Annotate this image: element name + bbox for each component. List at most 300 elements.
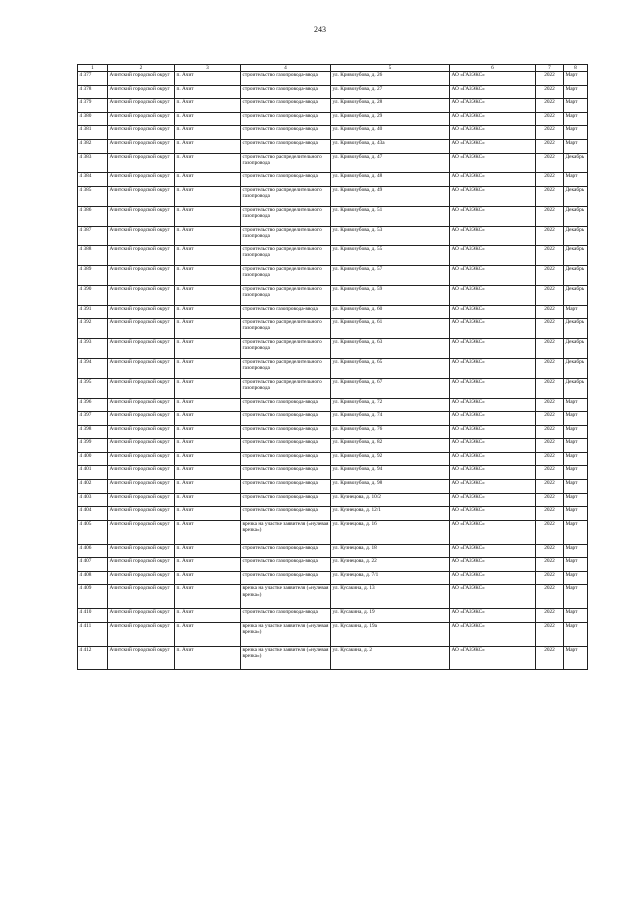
district-cell: Ачитский городской округ [108,571,175,585]
year-cell: 2022 [536,544,564,558]
organization-cell: АО «ГАЗЭКС» [450,186,536,206]
organization-cell: АО «ГАЗЭКС» [450,466,536,480]
row-number: 4 393 [78,339,108,359]
month-cell: Март [564,439,588,453]
organization-cell: АО «ГАЗЭКС» [450,126,536,140]
month-cell: Март [564,544,588,558]
work-type-cell: строительство распределительного газопровода [241,339,331,359]
table-row [78,571,588,585]
work-type-cell: строительство распределительного газопровода [241,153,331,173]
organization-cell: АО «ГАЗЭКС» [450,246,536,266]
address-cell: ул. Кусакина, д. 2 [331,646,450,670]
month-cell: Март [564,520,588,544]
month-cell: Март [564,305,588,319]
month-cell: Декабрь [564,339,588,359]
month-cell: Март [564,571,588,585]
year-cell: 2022 [536,99,564,113]
address-cell: ул. Кузнецова, д. 7/1 [331,571,450,585]
locality-cell: п. Ачит [175,186,241,206]
work-type-cell: строительство газопровода-ввода [241,493,331,507]
table-row [78,153,588,173]
work-type-cell: строительство газопровода-ввода [241,439,331,453]
work-type-cell: строительство распределительного газопровода [241,206,331,226]
month-cell: Март [564,558,588,572]
district-cell: Ачитский городской округ [108,558,175,572]
organization-cell: АО «ГАЗЭКС» [450,412,536,426]
address-cell: ул. Кривозубова, д. 82 [331,439,450,453]
address-cell: ул. Кривозубова, д. 61 [331,319,450,339]
row-number: 4 394 [78,358,108,378]
address-cell: ул. Кривозубова, д. 98 [331,480,450,494]
address-cell: ул. Кусакина, д. 19а [331,622,450,646]
year-cell: 2022 [536,378,564,398]
organization-cell: АО «ГАЗЭКС» [450,72,536,86]
month-cell: Декабрь [564,358,588,378]
locality-cell: п. Ачит [175,378,241,398]
district-cell: Ачитский городской округ [108,507,175,521]
column-number-6: 6 [450,65,536,72]
month-cell: Март [564,126,588,140]
organization-cell: АО «ГАЗЭКС» [450,609,536,623]
address-cell: ул. Кривозубова, д. 92 [331,452,450,466]
work-type-cell: строительство газопровода-ввода [241,452,331,466]
row-number: 4 385 [78,186,108,206]
organization-cell: АО «ГАЗЭКС» [450,206,536,226]
year-cell: 2022 [536,266,564,286]
address-cell: ул. Кузнецова, д. 18 [331,544,450,558]
month-cell: Март [564,85,588,99]
table-row [78,558,588,572]
locality-cell: п. Ачит [175,85,241,99]
locality-cell: п. Ачит [175,439,241,453]
organization-cell: АО «ГАЗЭКС» [450,520,536,544]
table-row [78,439,588,453]
work-type-cell: строительство газопровода-ввода [241,544,331,558]
address-cell: ул. Кривозубова, д. 29 [331,112,450,126]
year-cell: 2022 [536,85,564,99]
address-cell: ул. Кривозубова, д. 43а [331,139,450,153]
month-cell: Март [564,398,588,412]
district-cell: Ачитский городской округ [108,85,175,99]
month-cell: Март [564,585,588,609]
month-cell: Март [564,493,588,507]
year-cell: 2022 [536,246,564,266]
district-cell: Ачитский городской округ [108,99,175,113]
organization-cell: АО «ГАЗЭКС» [450,558,536,572]
month-cell: Март [564,139,588,153]
page-number: 243 [314,25,326,34]
work-type-cell: строительство газопровода-ввода [241,571,331,585]
work-type-cell: строительство газопровода-ввода [241,412,331,426]
organization-cell: АО «ГАЗЭКС» [450,339,536,359]
row-number: 4 380 [78,112,108,126]
work-type-cell: строительство газопровода-ввода [241,126,331,140]
work-type-cell: строительство газопровода-ввода [241,480,331,494]
year-cell: 2022 [536,520,564,544]
work-type-cell: строительство распределительного газопровода [241,285,331,305]
work-type-cell: строительство распределительного газопровода [241,266,331,286]
organization-cell: АО «ГАЗЭКС» [450,585,536,609]
locality-cell: п. Ачит [175,622,241,646]
year-cell: 2022 [536,112,564,126]
locality-cell: п. Ачит [175,412,241,426]
work-type-cell: строительство распределительного газопровода [241,319,331,339]
organization-cell: АО «ГАЗЭКС» [450,285,536,305]
table-row [78,466,588,480]
row-number: 4 377 [78,72,108,86]
district-cell: Ачитский городской округ [108,206,175,226]
month-cell: Март [564,480,588,494]
row-number: 4 397 [78,412,108,426]
year-cell: 2022 [536,425,564,439]
month-cell: Март [564,99,588,113]
table-row [78,139,588,153]
month-cell: Декабрь [564,186,588,206]
table-row [78,85,588,99]
year-cell: 2022 [536,139,564,153]
row-number: 4 379 [78,99,108,113]
year-cell: 2022 [536,153,564,173]
district-cell: Ачитский городской округ [108,153,175,173]
work-type-cell: строительство газопровода-ввода [241,558,331,572]
row-number: 4 409 [78,585,108,609]
locality-cell: п. Ачит [175,558,241,572]
district-cell: Ачитский городской округ [108,339,175,359]
row-number: 4 400 [78,452,108,466]
locality-cell: п. Ачит [175,206,241,226]
table-row [78,319,588,339]
district-cell: Ачитский городской округ [108,126,175,140]
month-cell: Март [564,412,588,426]
district-cell: Ачитский городской округ [108,398,175,412]
month-cell: Декабрь [564,266,588,286]
table-row [78,226,588,246]
month-cell: Декабрь [564,153,588,173]
district-cell: Ачитский городской округ [108,173,175,187]
table-row [78,507,588,521]
organization-cell: АО «ГАЗЭКС» [450,452,536,466]
organization-cell: АО «ГАЗЭКС» [450,646,536,670]
month-cell: Март [564,425,588,439]
district-cell: Ачитский городской округ [108,452,175,466]
address-cell: ул. Кузнецова, д. 16 [331,520,450,544]
locality-cell: п. Ачит [175,358,241,378]
address-cell: ул. Кривозубова, д. 76 [331,425,450,439]
table-row [78,412,588,426]
year-cell: 2022 [536,480,564,494]
row-number: 4 401 [78,466,108,480]
year-cell: 2022 [536,646,564,670]
year-cell: 2022 [536,558,564,572]
row-number: 4 404 [78,507,108,521]
district-cell: Ачитский городской округ [108,319,175,339]
district-cell: Ачитский городской округ [108,285,175,305]
row-number: 4 398 [78,425,108,439]
month-cell: Декабрь [564,246,588,266]
work-type-cell: строительство газопровода-ввода [241,507,331,521]
month-cell: Декабрь [564,378,588,398]
row-number: 4 407 [78,558,108,572]
row-number: 4 411 [78,622,108,646]
table-body [78,72,588,670]
year-cell: 2022 [536,585,564,609]
locality-cell: п. Ачит [175,153,241,173]
table-row [78,378,588,398]
year-cell: 2022 [536,126,564,140]
month-cell: Декабрь [564,206,588,226]
month-cell: Март [564,452,588,466]
address-cell: ул. Кривозубова, д. 72 [331,398,450,412]
table-row [78,246,588,266]
address-cell: ул. Кривозубова, д. 27 [331,85,450,99]
organization-cell: АО «ГАЗЭКС» [450,112,536,126]
organization-cell: АО «ГАЗЭКС» [450,480,536,494]
address-cell: ул. Кривозубова, д. 63 [331,339,450,359]
month-cell: Декабрь [564,285,588,305]
row-number: 4 388 [78,246,108,266]
year-cell: 2022 [536,466,564,480]
year-cell: 2022 [536,72,564,86]
column-number-5: 5 [331,65,450,72]
locality-cell: п. Ачит [175,520,241,544]
district-cell: Ачитский городской округ [108,609,175,623]
organization-cell: АО «ГАЗЭКС» [450,226,536,246]
locality-cell: п. Ачит [175,266,241,286]
year-cell: 2022 [536,358,564,378]
work-type-cell: строительство распределительного газопровода [241,226,331,246]
column-number-2: 2 [108,65,175,72]
district-cell: Ачитский городской округ [108,246,175,266]
row-number: 4 386 [78,206,108,226]
table-row [78,646,588,670]
address-cell: ул. Кривозубова, д. 26 [331,72,450,86]
address-cell: ул. Кривозубова, д. 65 [331,358,450,378]
table-row [78,285,588,305]
year-cell: 2022 [536,622,564,646]
table-row [78,186,588,206]
locality-cell: п. Ачит [175,72,241,86]
organization-cell: АО «ГАЗЭКС» [450,544,536,558]
row-number: 4 406 [78,544,108,558]
year-cell: 2022 [536,571,564,585]
month-cell: Декабрь [564,226,588,246]
organization-cell: АО «ГАЗЭКС» [450,622,536,646]
row-number: 4 403 [78,493,108,507]
work-type-cell: строительство газопровода-ввода [241,72,331,86]
work-type-cell: строительство газопровода-ввода [241,466,331,480]
locality-cell: п. Ачит [175,398,241,412]
address-cell: ул. Кусакина, д. 13 [331,585,450,609]
year-cell: 2022 [536,339,564,359]
table-row [78,520,588,544]
locality-cell: п. Ачит [175,585,241,609]
organization-cell: АО «ГАЗЭКС» [450,173,536,187]
organization-cell: АО «ГАЗЭКС» [450,507,536,521]
work-type-cell: строительство газопровода-ввода [241,609,331,623]
organization-cell: АО «ГАЗЭКС» [450,319,536,339]
address-cell: ул. Кривозубова, д. 94 [331,466,450,480]
table-row [78,72,588,86]
address-cell: ул. Кривозубова, д. 40 [331,126,450,140]
month-cell: Март [564,622,588,646]
district-cell: Ачитский городской округ [108,186,175,206]
row-number: 4 383 [78,153,108,173]
address-cell: ул. Кузнецова, д. 22 [331,558,450,572]
organization-cell: АО «ГАЗЭКС» [450,85,536,99]
district-cell: Ачитский городской округ [108,358,175,378]
row-number: 4 412 [78,646,108,670]
row-number: 4 387 [78,226,108,246]
work-type-cell: врезка на участке заявителя («нулевая врезка») [241,585,331,609]
table-row [78,173,588,187]
district-cell: Ачитский городской округ [108,646,175,670]
locality-cell: п. Ачит [175,425,241,439]
table-row [78,609,588,623]
work-type-cell: врезка на участке заявителя («нулевая врезка») [241,520,331,544]
locality-cell: п. Ачит [175,507,241,521]
row-number: 4 381 [78,126,108,140]
work-type-cell: строительство газопровода-ввода [241,99,331,113]
work-type-cell: строительство газопровода-ввода [241,85,331,99]
work-type-cell: строительство распределительного газопровода [241,358,331,378]
table-row [78,358,588,378]
locality-cell: п. Ачит [175,319,241,339]
district-cell: Ачитский городской округ [108,439,175,453]
address-cell: ул. Кривозубова, д. 59 [331,285,450,305]
organization-cell: АО «ГАЗЭКС» [450,425,536,439]
district-cell: Ачитский городской округ [108,305,175,319]
table-row [78,544,588,558]
work-type-cell: строительство распределительного газопровода [241,186,331,206]
work-type-cell: строительство газопровода-ввода [241,398,331,412]
address-cell: ул. Кривозубова, д. 28 [331,99,450,113]
address-cell: ул. Кузнецова, д. 10/2 [331,493,450,507]
district-cell: Ачитский городской округ [108,425,175,439]
address-cell: ул. Кривозубова, д. 57 [331,266,450,286]
month-cell: Декабрь [564,319,588,339]
locality-cell: п. Ачит [175,339,241,359]
row-number: 4 390 [78,285,108,305]
locality-cell: п. Ачит [175,571,241,585]
row-number: 4 392 [78,319,108,339]
table-row [78,398,588,412]
organization-cell: АО «ГАЗЭКС» [450,305,536,319]
organization-cell: АО «ГАЗЭКС» [450,493,536,507]
year-cell: 2022 [536,507,564,521]
work-type-cell: строительство газопровода-ввода [241,305,331,319]
year-cell: 2022 [536,493,564,507]
address-cell: ул. Кривозубова, д. 49 [331,186,450,206]
column-number-7: 7 [536,65,564,72]
month-cell: Март [564,173,588,187]
row-number: 4 402 [78,480,108,494]
table-row [78,99,588,113]
locality-cell: п. Ачит [175,112,241,126]
address-cell: ул. Кривозубова, д. 47 [331,153,450,173]
table-row [78,493,588,507]
row-number: 4 405 [78,520,108,544]
address-cell: ул. Кривозубова, д. 67 [331,378,450,398]
row-number: 4 399 [78,439,108,453]
work-type-cell: строительство газопровода-ввода [241,173,331,187]
row-number: 4 378 [78,85,108,99]
year-cell: 2022 [536,439,564,453]
row-number: 4 384 [78,173,108,187]
table-row [78,425,588,439]
locality-cell: п. Ачит [175,126,241,140]
year-cell: 2022 [536,186,564,206]
month-cell: Март [564,609,588,623]
column-number-1: 1 [78,65,108,72]
month-cell: Март [564,112,588,126]
address-cell: ул. Кривозубова, д. 60 [331,305,450,319]
locality-cell: п. Ачит [175,480,241,494]
work-type-cell: врезка на участке заявителя («нулевая врезка») [241,622,331,646]
organization-cell: АО «ГАЗЭКС» [450,378,536,398]
organization-cell: АО «ГАЗЭКС» [450,139,536,153]
work-type-cell: строительство распределительного газопровода [241,378,331,398]
locality-cell: п. Ачит [175,466,241,480]
month-cell: Март [564,466,588,480]
year-cell: 2022 [536,398,564,412]
year-cell: 2022 [536,206,564,226]
district-cell: Ачитский городской округ [108,480,175,494]
district-cell: Ачитский городской округ [108,412,175,426]
district-cell: Ачитский городской округ [108,378,175,398]
column-number-row [78,65,588,72]
table-row [78,480,588,494]
row-number: 4 395 [78,378,108,398]
locality-cell: п. Ачит [175,139,241,153]
district-cell: Ачитский городской округ [108,266,175,286]
district-cell: Ачитский городской округ [108,466,175,480]
table-row [78,585,588,609]
row-number: 4 391 [78,305,108,319]
locality-cell: п. Ачит [175,246,241,266]
row-number: 4 408 [78,571,108,585]
month-cell: Март [564,72,588,86]
district-cell: Ачитский городской округ [108,226,175,246]
table-row [78,305,588,319]
locality-cell: п. Ачит [175,646,241,670]
address-cell: ул. Кривозубова, д. 55 [331,246,450,266]
address-cell: ул. Кузнецова, д. 12/1 [331,507,450,521]
table-row [78,339,588,359]
address-cell: ул. Кривозубова, д. 53 [331,226,450,246]
table-row [78,206,588,226]
organization-cell: АО «ГАЗЭКС» [450,571,536,585]
district-cell: Ачитский городской округ [108,493,175,507]
year-cell: 2022 [536,305,564,319]
row-number: 4 396 [78,398,108,412]
work-type-cell: строительство распределительного газопровода [241,246,331,266]
district-cell: Ачитский городской округ [108,72,175,86]
organization-cell: АО «ГАЗЭКС» [450,398,536,412]
address-cell: ул. Кривозубова, д. 51 [331,206,450,226]
year-cell: 2022 [536,609,564,623]
column-number-4: 4 [241,65,331,72]
address-cell: ул. Кривозубова, д. 74 [331,412,450,426]
district-cell: Ачитский городской округ [108,112,175,126]
row-number: 4 410 [78,609,108,623]
year-cell: 2022 [536,226,564,246]
organization-cell: АО «ГАЗЭКС» [450,266,536,286]
row-number: 4 389 [78,266,108,286]
district-cell: Ачитский городской округ [108,520,175,544]
locality-cell: п. Ачит [175,609,241,623]
month-cell: Март [564,507,588,521]
locality-cell: п. Ачит [175,99,241,113]
